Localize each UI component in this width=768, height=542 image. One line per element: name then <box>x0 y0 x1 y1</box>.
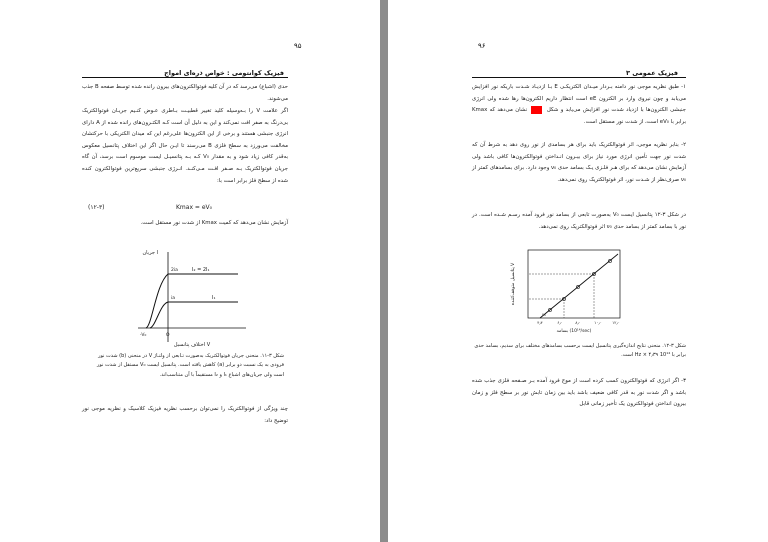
left-para-4: چند ویژگی از فوتوالکتریک را نمی‌توان برحسب نظریه فیزیک کلاسیک و نظریه موجی نور توضیح داد: <box>82 406 288 424</box>
curve-label-b: I₁ <box>212 295 216 301</box>
x-tick-1: ۴٫۴ <box>537 320 543 325</box>
right-running-head: فیزیک عمومی ۳ <box>625 69 678 77</box>
left-figure-caption: شکل ۳-۱۱. منحنی جریان فوتوالکتریک به‌صورت تـابعی از ولتـاژ V در منحنی (b) شدت نور فرودی به یک نسبت دو برابر (a) کاهش یافته است. پتانسیل ایست V₀ مستقل از شدت نور است ولی جریان‌های اشباع I₁ و I₂ مستقیماً با آن متناسب‌اند. <box>97 353 284 378</box>
stopping-potential-figure <box>506 244 626 336</box>
x-tick-5: ۱۲٫۰ <box>612 320 620 325</box>
right-para-1b-text: نشان می‌دهد که Kmax برابر با eV₀ است، از شدت نور مستقل است. <box>472 107 686 125</box>
left-equation-number: (۱۲-۳) <box>88 204 105 211</box>
figure-ylabel: جریان I <box>142 250 158 256</box>
left-para-1: حدی (اشباع) می‌رسد که در آن کلیه فوتوالکترون‌های بیرون رانده شده توسط صفحه B جذب می‌شوند. <box>82 84 289 102</box>
left-equation: Kmax = eV₀ <box>176 204 213 211</box>
figure-xlabel: اختلاف پتانسیل V <box>173 342 211 348</box>
right-para-1 <box>472 82 686 128</box>
point-label-nu0: ν₀ <box>542 312 546 317</box>
tick-v0: -V₀ <box>140 333 147 338</box>
curve-label-a: I₂ = 2I₁ <box>192 267 210 273</box>
right-para-1-text: ۱- طبق نظریه موجی نور دامنه بـردار میـدان الکتریکـی E بـا ازدیـاد شـدت باریکه نور افزایش می‌یابد و چون نیروی وارد بر الکترون eE است انتظار داریم الکترون‌ها رها شده ولی انرژی جنبشی الکترون‌ها با ازدیاد شدت نور افزایش می‌یابد و شکل <box>472 84 686 114</box>
page-gutter <box>380 0 388 542</box>
curve-a <box>146 274 238 328</box>
right-para-4: ۳- اگر انرژی که فوتوالکترون کسب کرده است از موج فرود آمده بـر صـفحه فلزی جذب شده باشد و اگر شدت نور به قدر کافی ضعیف باشد باید بین زمان تابش نور بر سطح فلز و زمان بیرون انداختن فوتوالکترون یک تأخیر زمانی قابل <box>472 378 686 408</box>
tick-ia: ia <box>171 296 176 301</box>
x-tick-2: ۶٫۰ <box>557 320 563 325</box>
right-page-number: ۹۶ <box>478 42 486 50</box>
right-page <box>388 0 768 542</box>
photocurrent-figure <box>128 244 248 350</box>
left-para-2: اگر علامت V را بـه‌وسیله کلید تغییر قطبیـت بـاطری عـوض کنـیم جریـان فوتوالکتریک بی‌درنگ به صفر افت نمی‌کند و این به دلیل آن است کـه الکتـرون‌های رانده شده از A دارای انرژی جنبشی هستند و برخی از این الکترون‌ها علی‌رغم این که میدان الکتریکی با حرکتشان مخالفت می‌ورزد به سطح فلزی B می‌رسند تا ایـن حال اگر این اختلاف پتانسیل معکوس به‌قدر کافی زیاد شود و به مقدار V₀ کـه بـه پتانسیـل ایست موسوم است برسد، آن گاه جریان فوتوالکتریک بـه صـفر افـت مـی‌کنـد. انـرژی جنبشی سریع‌ترین فوتوالکترون کنده شده از سطح فلز برابر است با: <box>82 108 288 184</box>
tick-o: O <box>166 333 170 338</box>
left-running-head: فیزیک کوانتومی : خواص ذره‌ای امواج <box>164 69 284 77</box>
left-para-3: آزمایش نشان می‌دهد که کمیت Kmax از شدت نور مستقل است. <box>140 220 288 226</box>
left-page <box>0 0 380 542</box>
right-header-rule <box>472 77 686 78</box>
tick-2ia: 2ia <box>171 268 178 273</box>
curve-b <box>150 302 238 328</box>
right-figure-caption: شکل ۳-۱۲. منحنی نتایج اندازه‌گیری پتانسیل ایست برحسب بسامدهای مختلف برای سدیم، بسامد حدی برابر با 10¹⁴ Hz × ۴٫۳۹ است. <box>474 343 686 359</box>
left-header-rule <box>82 77 288 78</box>
left-page-number: ۹۵ <box>294 42 302 50</box>
figure-ylabel-right: پتانسیل متوقف‌کننده V <box>511 262 516 306</box>
x-tick-3: ۸٫۰ <box>575 320 581 325</box>
right-para-2: ۲- بنابر نظریه موجی، اثر فوتوالکتریک باید برای هر بسامدی از نور روی دهد به شرط آن که شدت نور جهت تأمین انرژی مورد نیاز برای بیـرون انـداختن فوتوالکترون‌ها کافی باشد ولی آزمایش نشان می‌دهد که برای هـر فلـزی یـک بسامد حدی ν₀ وجود دارد. برای بسامدهای کمتر از ν₀ صرف‌نظر از شـدت نور، اثر فوتوالکتریک روی نمی‌دهد. <box>472 142 686 183</box>
plot-frame <box>528 250 620 318</box>
redacted-highlight <box>531 106 542 114</box>
x-tick-4: ۱۰٫۰ <box>594 320 602 325</box>
right-para-3: در شکل ۳-۱۲ پتانسیل ایست V₀ به‌صورت تابعی از بسامد نور فرود آمده رسـم شـده است. در نور با بسامد کمتر از بسامد حدی ν₀ اثر فوتوالکتریک روی نمی‌دهد. <box>472 212 686 230</box>
figure-xlabel-right: بسامد (10¹⁴/sec) <box>556 329 592 334</box>
